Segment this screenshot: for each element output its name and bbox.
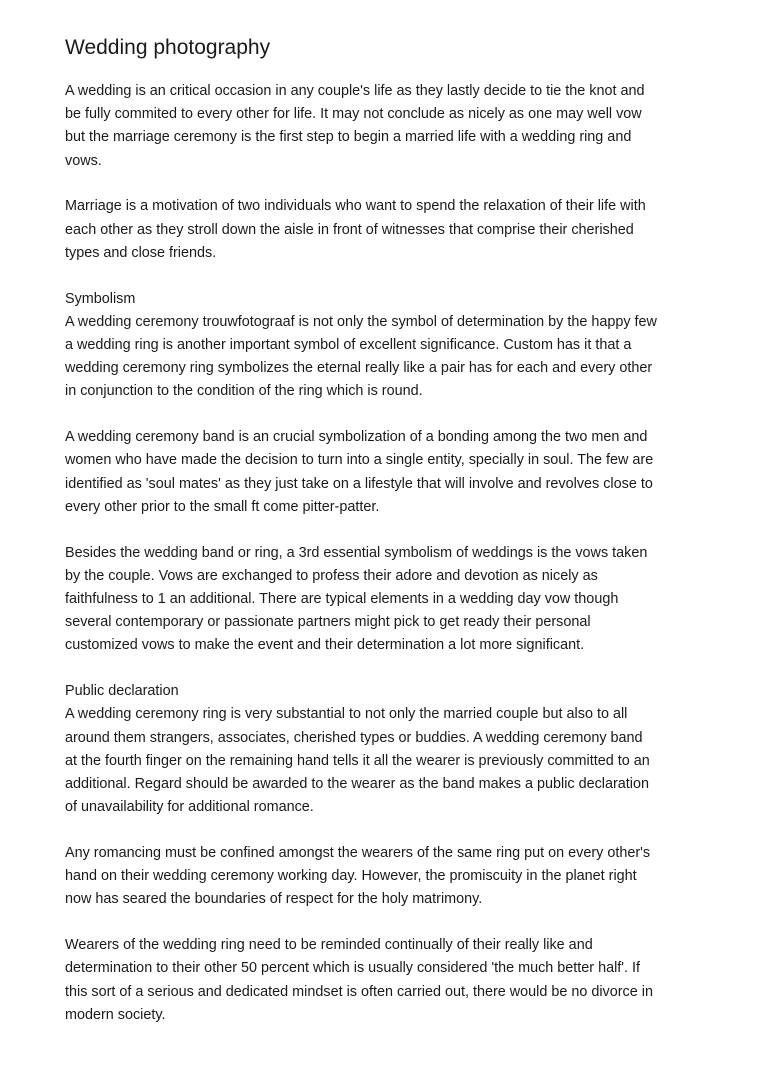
text-line: women who have made the decision to turn into a single entity, specially in soul. The few are [65, 452, 654, 469]
text-line: Marriage is a motivation of two individuals who want to spend the relaxation of their life with [65, 198, 646, 215]
text-line: modern society. [65, 1006, 166, 1023]
paragraph-1 [65, 80, 705, 173]
paragraph-4 [65, 426, 705, 519]
document-title: Wedding photography [65, 36, 271, 59]
text-line: but the marriage ceremony is the first step to begin a married life with a wedding ring and [65, 129, 632, 146]
text-line: hand on their wedding ceremony working day. However, the promiscuity in the planet right [65, 868, 637, 885]
text-line: additional. Regard should be awarded to the wearer as the band makes a public declaration [65, 776, 649, 793]
paragraph-6 [65, 680, 705, 819]
text-line: of unavailability for additional romance. [65, 799, 314, 816]
section-heading-symbolism: Symbolism [65, 290, 136, 307]
text-line: A wedding ceremony band is an crucial symbolization of a bonding among the two men and [65, 429, 648, 446]
section-heading-public-declaration: Public declaration [65, 683, 179, 700]
text-line: be fully commited to every other for life. It may not conclude as nicely as one may well vow [65, 106, 642, 123]
paragraph-8 [65, 934, 705, 1027]
text-line: identified as 'soul mates' as they just take on a lifestyle that will involve and revolves close to [65, 475, 653, 492]
text-line: A wedding ceremony ring is very substantial to not only the married couple but also to all [65, 706, 628, 723]
text-line: now has seared the boundaries of respect for the holy matrimony. [65, 891, 483, 908]
text-line: Any romancing must be confined amongst the wearers of the same ring put on every other's [65, 845, 651, 862]
text-line: vows. [65, 152, 102, 169]
text-line: every other prior to the small ft come pitter-patter. [65, 498, 380, 515]
text-line: wedding ceremony ring symbolizes the eternal really like a pair has for each and every other [65, 360, 653, 377]
paragraph-3 [65, 288, 705, 404]
text-line: each other as they stroll down the aisle in front of witnesses that comprise their cherished [65, 221, 634, 238]
text-line: customized vows to make the event and their determination a lot more significant. [65, 637, 585, 654]
text-line: Besides the wedding band or ring, a 3rd essential symbolism of weddings is the vows taken [65, 544, 648, 561]
text-line: in conjunction to the condition of the ring which is round. [65, 383, 423, 400]
text-line: types and close friends. [65, 244, 217, 261]
text-line: faithfulness to 1 an additional. There are typical elements in a wedding day vow though [65, 591, 619, 608]
text-line: a wedding ring is another important symbol of excellent significance. Custom has it that a [65, 337, 632, 354]
text-line: A wedding ceremony trouwfotograaf is not only the symbol of determination by the happy few [65, 313, 657, 330]
text-line: several contemporary or passionate partners might pick to get ready their personal [65, 614, 591, 631]
text-line: this sort of a serious and dedicated mindset is often carried out, there would be no divorce in [65, 983, 653, 1000]
text-line: A wedding is an critical occasion in any couple's life as they lastly decide to tie the knot and [65, 83, 645, 99]
text-line: around them strangers, associates, cherished types or buddies. A wedding ceremony band [65, 729, 643, 746]
text-line: by the couple. Vows are exchanged to profess their adore and devotion as nicely as [65, 567, 598, 584]
document-body [65, 34, 705, 1050]
paragraph-5 [65, 542, 705, 658]
paragraph-7 [65, 842, 705, 912]
text-line: Wearers of the wedding ring need to be reminded continually of their really like and [65, 937, 593, 954]
paragraph-2 [65, 195, 705, 265]
text-line: determination to their other 50 percent which is usually considered 'the much better half'. If [65, 960, 641, 977]
text-line: at the fourth finger on the remaining hand tells it all the wearer is previously committed to an [65, 752, 650, 769]
